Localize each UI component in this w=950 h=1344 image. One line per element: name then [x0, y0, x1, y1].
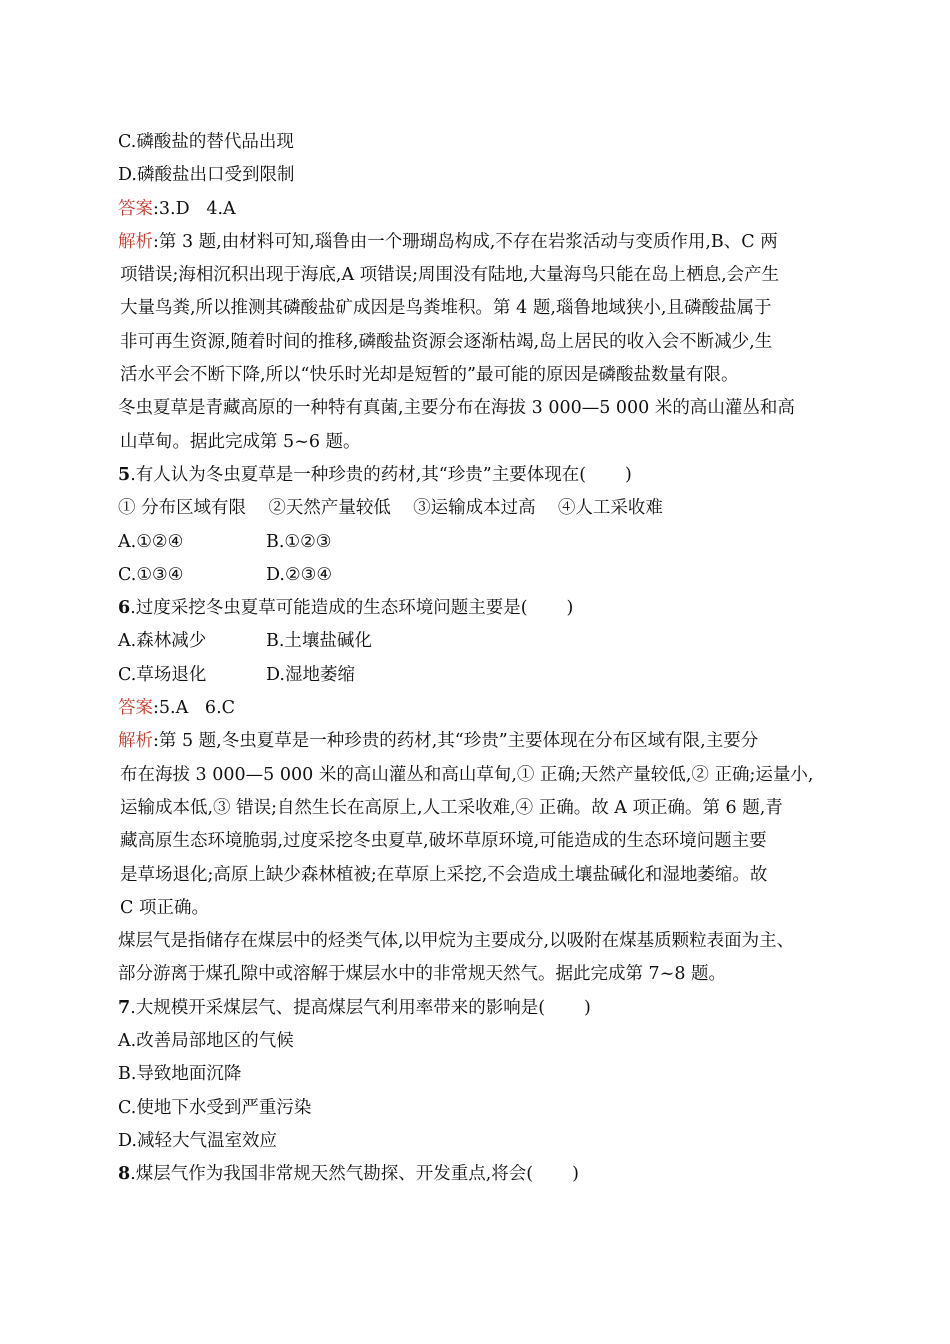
answer-5-6 — [118, 692, 848, 725]
material-7-8-line-2: 部分游离于煤孔隙中或溶解于煤层水中的非常规天然气。据此完成第 7~8 题。 — [118, 964, 727, 985]
question-6-options-cd — [118, 659, 848, 692]
explanation-5-6-line-4: 藏高原生态环境脆弱,过度采挖冬虫夏草,破坏草原环境,可能造成的生态环境问题主要 — [120, 831, 767, 852]
question-7-option-d: D.减轻大气温室效应 — [118, 1130, 277, 1151]
question-5-items: ① 分布区域有限 ②天然产量较低 ③运输成本过高 ④人工采收难 — [118, 498, 663, 519]
material-5-6-line-2: 山草甸。据此完成第 5~6 题。 — [120, 431, 361, 452]
explanation-label: 解析 — [118, 731, 153, 752]
answer-label: 答案 — [118, 698, 153, 719]
explanation-3-4-line-1 — [118, 226, 848, 259]
explanation-text: :第 5 题,冬虫夏草是一种珍贵的药材,其“珍贵”主要体现在分布区域有限,主要分 — [153, 731, 759, 752]
explanation-5-6-line-2: 布在海拔 3 000—5 000 米的高山灌丛和高山草甸,① 正确;天然产量较低,② 正确;运量小, — [120, 764, 814, 785]
option-d: D.湿地萎缩 — [266, 664, 355, 685]
answer-label: 答案 — [118, 198, 153, 219]
explanation-text: :第 3 题,由材料可知,瑙鲁由一个珊瑚岛构成,不存在岩浆活动与变质作用,B、C 两 — [153, 231, 778, 252]
question-7-option-c: C.使地下水受到严重污染 — [118, 1097, 312, 1118]
answer-text: 5.A 6.C — [158, 698, 236, 719]
explanation-5-6-line-5: 是草场退化;高原上缺少森林植被;在草原上采挖,不会造成土壤盐碱化和湿地萎缩。故 — [120, 864, 768, 885]
answer-sep: : — [153, 198, 159, 219]
question-number: 8 — [118, 1164, 131, 1185]
question-5-options-ab — [118, 526, 848, 559]
question-text: .过度采挖冬虫夏草可能造成的生态环境问题主要是( ) — [130, 598, 574, 619]
explanation-5-6-line-6: C 项正确。 — [120, 897, 209, 918]
option-a: A.①②④ — [118, 531, 184, 552]
question-7-option-a: A.改善局部地区的气候 — [118, 1031, 294, 1052]
question-number: 6 — [118, 598, 131, 619]
explanation-3-4-line-3: 大量鸟粪,所以推测其磷酸盐矿成因是鸟粪堆积。第 4 题,瑙鲁地域狭小,且磷酸盐属于 — [120, 298, 772, 319]
question-text: .有人认为冬虫夏草是一种珍贵的药材,其“珍贵”主要体现在( ) — [130, 464, 632, 485]
explanation-3-4-line-2: 项错误;海相沉积出现于海底,A 项错误;周围没有陆地,大量海鸟只能在岛上栖息,会产生 — [120, 265, 780, 286]
option-a: A.森林减少 — [118, 631, 207, 652]
question-text: .煤层气作为我国非常规天然气勘探、开发重点,将会( ) — [130, 1164, 579, 1185]
question-number: 5 — [118, 464, 131, 485]
question-7-option-b: B.导致地面沉降 — [118, 1064, 242, 1085]
material-5-6-line-1: 冬虫夏草是青藏高原的一种特有真菌,主要分布在海拔 3 000—5 000 米的高山灌丛和高 — [118, 398, 795, 419]
explanation-3-4-line-5: 活水平会不断下降,所以“快乐时光却是短暂的”最可能的原因是磷酸盐数量有限。 — [120, 365, 739, 386]
option-c: C.①③④ — [118, 564, 184, 585]
q4-option-c: C.磷酸盐的替代品出现 — [118, 132, 294, 152]
question-5-stem — [118, 459, 848, 492]
explanation-3-4-line-4: 非可再生资源,随着时间的推移,磷酸盐资源会逐渐枯竭,岛上居民的收入会不断减少,生 — [120, 331, 773, 352]
question-6-stem — [118, 592, 848, 625]
answer-sep: : — [153, 698, 159, 719]
explanation-5-6-line-1 — [118, 725, 848, 758]
question-6-options-ab — [118, 625, 848, 658]
question-8-stem — [118, 1158, 848, 1191]
question-number: 7 — [118, 997, 131, 1018]
answer-text: 3.D 4.A — [158, 198, 236, 219]
option-b: B.土壤盐碱化 — [266, 631, 372, 652]
option-d: D.②③④ — [266, 564, 333, 585]
question-5-options-cd — [118, 559, 848, 592]
question-text: .大规模开采煤层气、提高煤层气利用率带来的影响是( ) — [130, 997, 591, 1018]
answer-3-4 — [118, 193, 848, 226]
option-c: C.草场退化 — [118, 664, 207, 685]
option-b: B.①②③ — [266, 531, 332, 552]
explanation-label: 解析 — [118, 231, 153, 252]
q4-option-d: D.磷酸盐出口受到限制 — [118, 165, 295, 186]
question-7-stem — [118, 992, 848, 1025]
document-body — [118, 126, 848, 1192]
explanation-5-6-line-3: 运输成本低,③ 错误;自然生长在高原上,人工采收难,④ 正确。故 A 项正确。第 6 题,青 — [120, 797, 783, 818]
material-7-8-line-1: 煤层气是指储存在煤层中的烃类气体,以甲烷为主要成分,以吸附在煤基质颗粒表面为主、 — [118, 931, 795, 952]
